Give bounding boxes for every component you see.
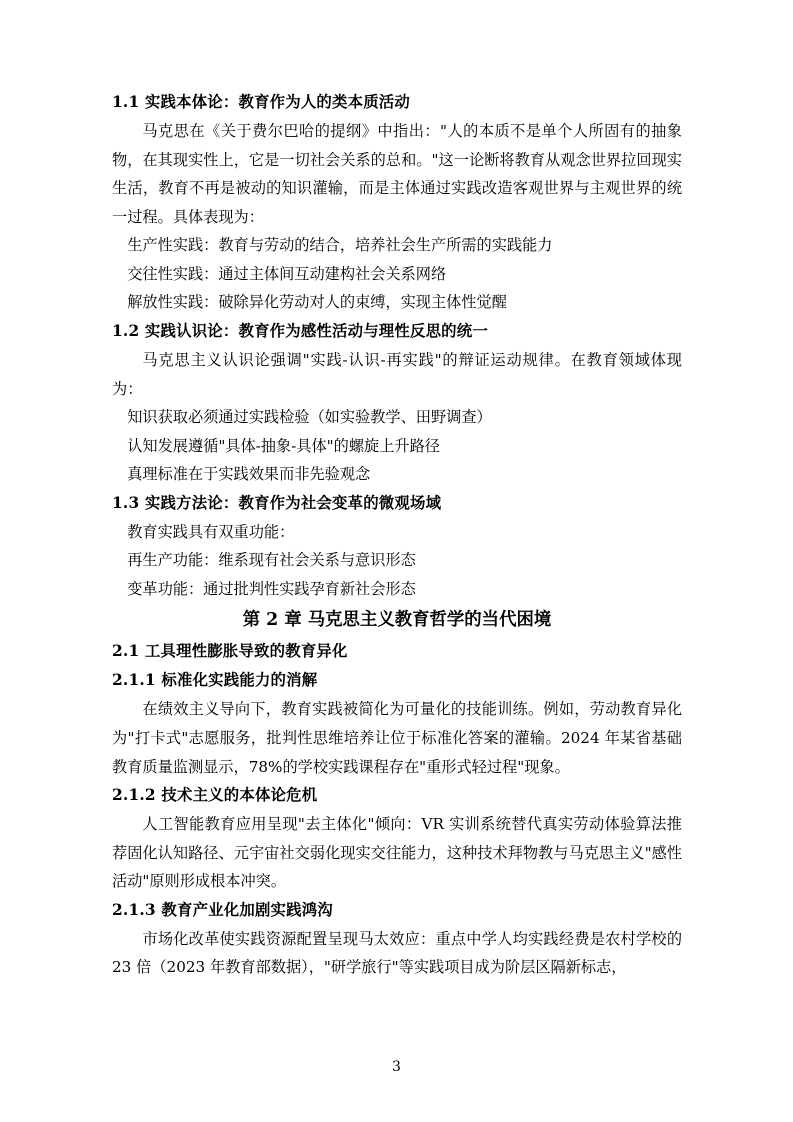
heading-2-1-1: 2.1.1 标准化实践能力的消解 <box>112 671 318 690</box>
item-productive-practice: 生产性实践：教育与劳动的结合，培养社会生产所需的实践能力 <box>127 236 553 255</box>
item-communicative-practice: 交往性实践：通过主体间互动建构社会关系网络 <box>127 264 447 283</box>
item-truth-standard: 真理标准在于实践效果而非先验观念 <box>127 465 371 484</box>
item-knowledge-acquisition: 知识获取必须通过实践检验（如实验教学、田野调查） <box>127 408 492 427</box>
paragraph-2-1-2-body: 人工智能教育应用呈现"去主体化"倾向：VR 实训系统替代真实劳动体验算法推荐固化认知路径、元宇宙社交弱化现实交往能力，这种技术拜物教与马克思主义"感性活动"原则形成根本冲突。 <box>112 815 682 891</box>
item-cognitive-development: 认知发展遵循"具体-抽象-具体"的螺旋上升路径 <box>127 436 440 455</box>
heading-1-1: 1.1 实践本体论：教育作为人的类本质活动 <box>112 93 410 111</box>
heading-2-1-2: 2.1.2 技术主义的本体论危机 <box>112 786 318 805</box>
heading-2-1: 2.1 工具理性膨胀导致的教育异化 <box>112 642 348 661</box>
page-number: 3 <box>392 1059 401 1075</box>
heading-chapter-2: 第 2 章 马克思主义教育哲学的当代困境 <box>242 609 552 630</box>
document-body <box>112 88 682 982</box>
item-liberating-practice: 解放性实践：破除异化劳动对人的束缚，实现主体性觉醒 <box>127 293 507 312</box>
heading-1-2: 1.2 实践认识论：教育作为感性活动与理性反思的统一 <box>112 322 488 340</box>
heading-2-1-3: 2.1.3 教育产业化加剧实践鸿沟 <box>112 900 333 919</box>
paragraph-2-1-3-body: 市场化改革使实践资源配置呈现马太效应：重点中学人均实践经费是农村学校的 23 倍（2023 年教育部数据），"研学旅行"等实践项目成为阶层区隔新标志， <box>112 929 682 977</box>
item-dual-function: 教育实践具有双重功能： <box>127 522 295 541</box>
paragraph-1-2-body: 马克思主义认识论强调"实践-认识-再实践"的辩证运动规律。在教育领域体现为： <box>112 350 682 398</box>
item-transformation-function: 变革功能：通过批判性实践孕育新社会形态 <box>127 579 416 598</box>
paragraph-2-1-1-body: 在绩效主义导向下，教育实践被简化为可量化的技能训练。例如，劳动教育异化为"打卡式"志愿服务，批判性思维培养让位于标准化答案的灌输。2024 年某省基础教育质量监测显示，78%的学校实践课程存在"重形式轻过程"现象。 <box>112 700 682 776</box>
item-reproduction-function: 再生产功能：维系现有社会关系与意识形态 <box>127 551 416 570</box>
heading-1-3: 1.3 实践方法论：教育作为社会变革的微观场域 <box>112 493 442 512</box>
paragraph-1-1-body: 马克思在《关于费尔巴哈的提纲》中指出："人的本质不是单个人所固有的抽象物，在其现实性上，它是一切社会关系的总和。"这一论断将教育从观念世界拉回现实生活，教育不再是被动的知识灌输，而是主体通过实践改造客观世界与主观世界的统一过程。具体表现为： <box>112 121 682 226</box>
